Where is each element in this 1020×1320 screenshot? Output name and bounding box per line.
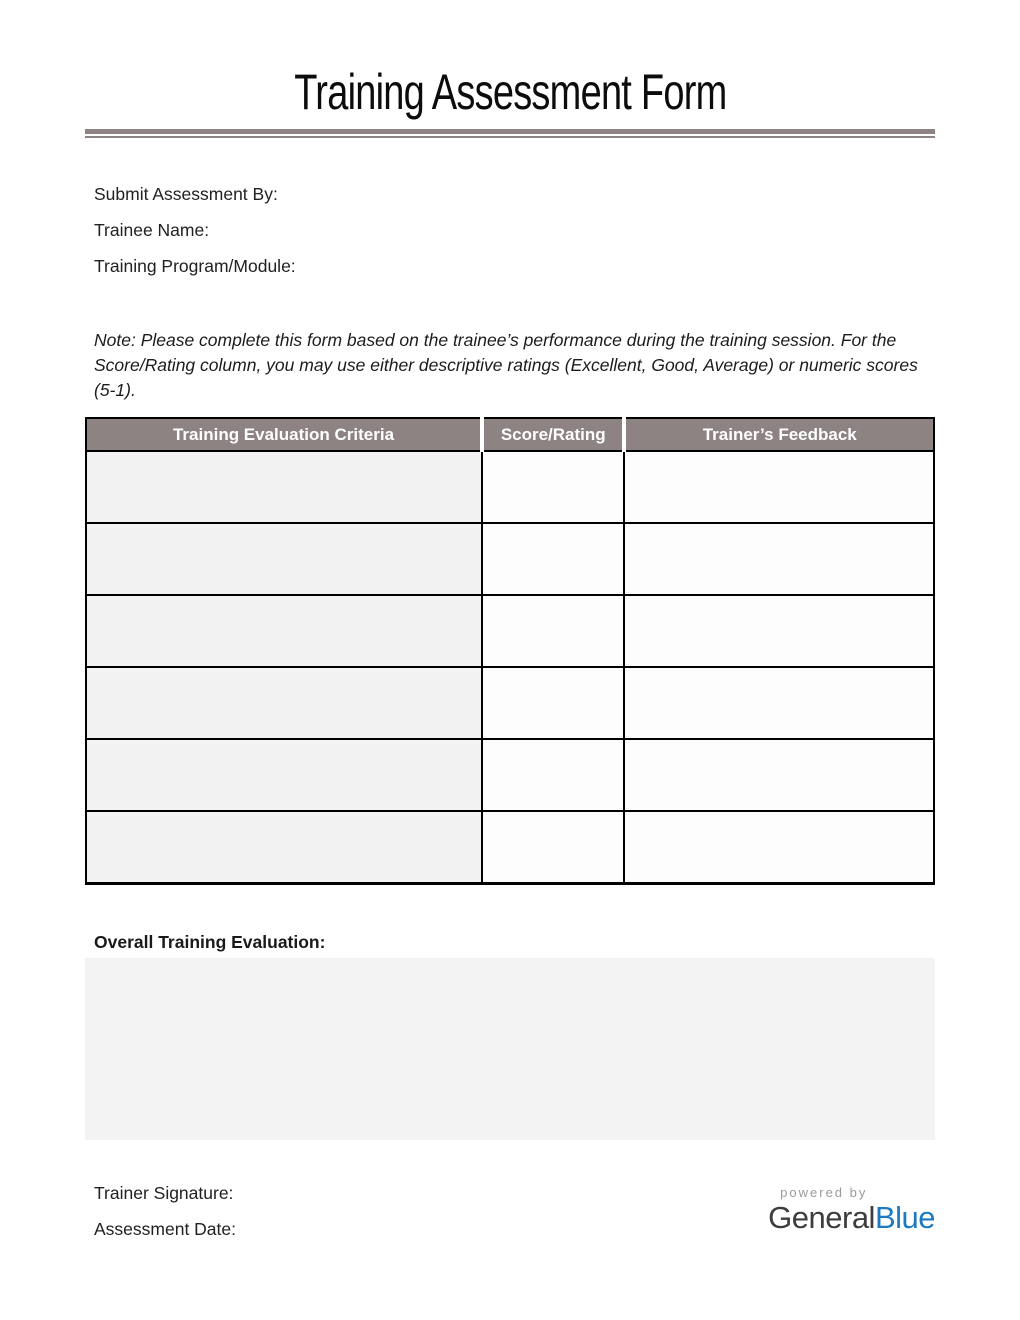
table-row — [86, 523, 934, 595]
trainers-feedback-cell[interactable] — [624, 595, 934, 667]
table-row — [86, 811, 934, 883]
score-rating-cell[interactable] — [482, 451, 624, 523]
training-program-label: Training Program/Module: — [94, 256, 296, 276]
score-rating-cell[interactable] — [482, 739, 624, 811]
signature-fields — [85, 1183, 236, 1255]
score-rating-cell[interactable] — [482, 595, 624, 667]
brand-general-text: General — [768, 1199, 875, 1235]
header-trainers-feedback: Trainer’s Feedback — [624, 418, 934, 451]
header-fields — [85, 184, 935, 276]
trainers-feedback-cell[interactable] — [624, 739, 934, 811]
generalblue-logo — [768, 1183, 935, 1235]
title-divider — [85, 129, 935, 138]
powered-by-text: powered by — [780, 1184, 868, 1200]
header-score-rating: Score/Rating — [482, 418, 624, 451]
criteria-cell[interactable] — [86, 811, 482, 883]
table-row — [86, 451, 934, 523]
table-header-row — [86, 418, 934, 451]
page-title: Training Assessment Form — [293, 64, 727, 120]
trainer-signature-label: Trainer Signature: — [94, 1182, 234, 1203]
score-rating-cell[interactable] — [482, 523, 624, 595]
score-rating-cell[interactable] — [482, 811, 624, 883]
title-container — [85, 62, 935, 124]
table-row — [86, 667, 934, 739]
evaluation-table-body — [86, 451, 934, 883]
table-row — [86, 739, 934, 811]
criteria-cell[interactable] — [86, 595, 482, 667]
table-row — [86, 595, 934, 667]
criteria-cell[interactable] — [86, 451, 482, 523]
header-training-evaluation-criteria: Training Evaluation Criteria — [86, 418, 482, 451]
trainers-feedback-cell[interactable] — [624, 811, 934, 883]
criteria-cell[interactable] — [86, 739, 482, 811]
instruction-note: Note: Please complete this form based on the trainee’s performance during the training session. For the Score/Rating column, you may use either descriptive ratings (Excellent, Good, Average) or numeric scores (5-1). — [94, 330, 918, 400]
submit-assessment-by-label: Submit Assessment By: — [94, 184, 278, 204]
overall-evaluation-textarea[interactable] — [85, 958, 935, 1140]
trainers-feedback-cell[interactable] — [624, 451, 934, 523]
brand-blue-text: Blue — [874, 1199, 935, 1235]
score-rating-cell[interactable] — [482, 667, 624, 739]
criteria-cell[interactable] — [86, 523, 482, 595]
overall-training-evaluation-label: Overall Training Evaluation: — [94, 931, 326, 952]
evaluation-table — [85, 417, 935, 885]
trainers-feedback-cell[interactable] — [624, 667, 934, 739]
trainee-name-label: Trainee Name: — [94, 220, 210, 240]
divider-thin-line — [85, 136, 935, 138]
criteria-cell[interactable] — [86, 667, 482, 739]
assessment-date-label: Assessment Date: — [94, 1218, 236, 1239]
trainers-feedback-cell[interactable] — [624, 523, 934, 595]
footer — [85, 1183, 935, 1255]
brand-wordmark — [768, 1201, 935, 1235]
